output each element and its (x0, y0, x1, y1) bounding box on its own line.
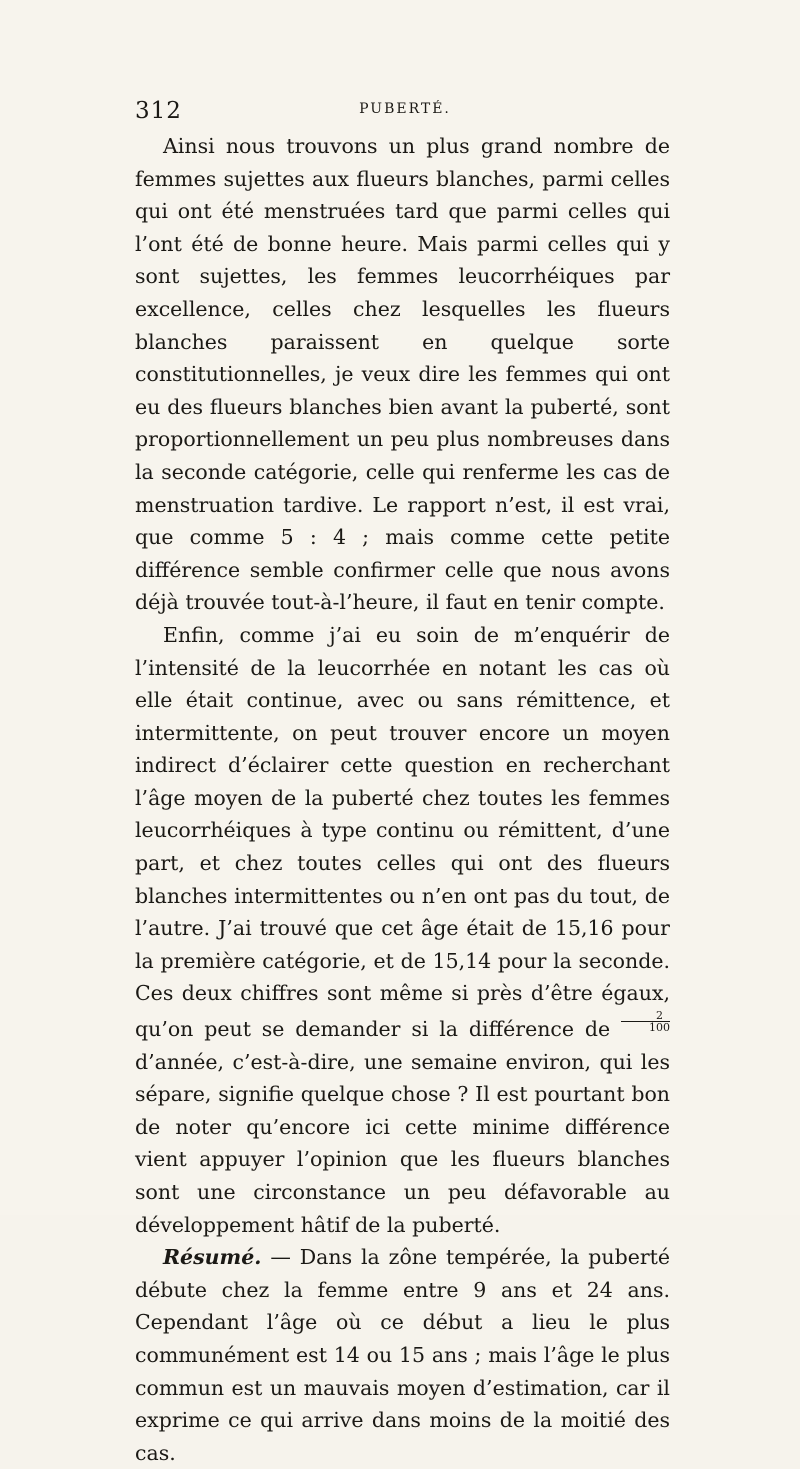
summary-text: — Dans la zône tempérée, la puberté débute chez la femme entre 9 ans et 24 ans. Cependant l’âge où ce début a lieu le plus communément est 14 ou 15 ans ; mais l’âge le plus commun est un mauvais moyen d’estimation, car il exprime ce qui arrive dans moins de la moitié des cas. (135, 1245, 670, 1465)
page-number: 312 (135, 98, 182, 124)
fraction (621, 1010, 670, 1033)
fraction-numerator: 2 (621, 1010, 670, 1022)
running-title: PUBERTÉ. (359, 101, 451, 117)
paragraph-text-before-fraction: Enfin, comme j’ai eu soin de m’enquérir de l’intensité de la leucorrhée en notant les cas où elle était continue, avec ou sans rémittence, et intermittente, on peut trouver encore un moyen indirect d’éclairer cette question en recherchant l’âge moyen de la puberté chez toutes les femmes leucorrhéiques à type continu ou rémittent, d’une part, et chez toutes celles qui ont des flueurs blanches intermittentes ou n’en ont pas du tout, de l’autre. J’ai trouvé que cet âge était de 15,16 pour la première catégorie, et de 15,14 pour la seconde. Ces deux chiffres sont même si près d’être égaux, qu’on peut se demander si la différence de (135, 622, 670, 1042)
page-text (135, 130, 670, 1469)
paragraph-text-after-fraction: d’année, c’est-à-dire, une semaine environ, qui les sépare, signifie quelque chose ? Il est pourtant bon de noter qu’encore ici cette minime différence vient appuyer l’opinion que les flueurs blanches sont une circonstance un peu défavorable au développement hâtif de la puberté. (135, 1049, 670, 1237)
summary-paragraph (135, 1241, 670, 1469)
fraction-denominator: 100 (648, 1021, 670, 1035)
page-header (135, 98, 675, 128)
summary-label: Résumé. (163, 1245, 262, 1270)
paragraph-leucorrhea-observation: Ainsi nous trouvons un plus grand nombre de femmes sujettes aux flueurs blanches, parmi celles qui ont été menstruées tard que parmi celles qui l’ont été de bonne heure. Mais parmi celles qui y sont sujettes, les femmes leucorrhéiques par excellence, celles chez lesquelles les flueurs blanches paraissent en quelque sorte constitutionnelles, je veux dire les femmes qui ont eu des flueurs blanches bien avant la puberté, sont proportionnellement un peu plus nombreuses dans la seconde catégorie, celle qui renferme les cas de menstruation tardive. Le rapport n’est, il est vrai, que comme 5 : 4 ; mais comme cette petite différence semble confirmer celle que nous avons déjà trouvée tout-à-l’heure, il faut en tenir compte. (135, 134, 670, 615)
paragraph-puberty-age-comparison (135, 619, 670, 1241)
